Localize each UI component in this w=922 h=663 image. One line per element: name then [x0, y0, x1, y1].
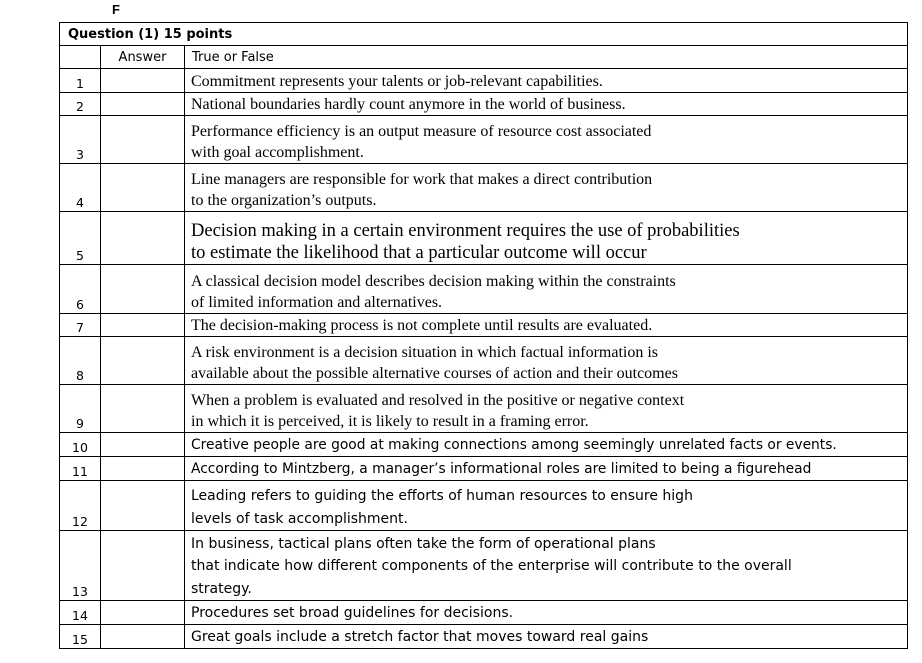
question-number: 6 [60, 265, 101, 314]
answer-cell[interactable] [101, 481, 185, 531]
question-row-5 [60, 212, 908, 265]
question-text: Performance efficiency is an output measure of resource cost associated with goal accomplishment. [185, 116, 908, 164]
answer-cell[interactable] [101, 314, 185, 337]
question-row-15 [60, 625, 908, 649]
question-row-2 [60, 93, 908, 116]
question-number: 7 [60, 314, 101, 337]
question-row-4 [60, 164, 908, 212]
question-number: 14 [60, 601, 101, 625]
answer-cell[interactable] [101, 93, 185, 116]
question-text: When a problem is evaluated and resolved in the positive or negative context in which it is perceived, it is likely to result in a framing error. [185, 385, 908, 433]
question-row-1 [60, 69, 908, 93]
question-number: 15 [60, 625, 101, 649]
question-number: 9 [60, 385, 101, 433]
question-text: Great goals include a stretch factor that moves toward real gains [185, 625, 908, 649]
answer-cell[interactable] [101, 625, 185, 649]
question-number: 5 [60, 212, 101, 265]
question-row-13 [60, 531, 908, 601]
number-header [60, 46, 101, 69]
answer-cell[interactable] [101, 69, 185, 93]
question-row-3 [60, 116, 908, 164]
question-number: 4 [60, 164, 101, 212]
question-row-7 [60, 314, 908, 337]
question-text: Line managers are responsible for work that makes a direct contribution to the organization’s outputs. [185, 164, 908, 212]
question-row-11 [60, 457, 908, 481]
question-number: 13 [60, 531, 101, 601]
answer-cell[interactable] [101, 116, 185, 164]
question-number: 3 [60, 116, 101, 164]
statement-header: True or False [185, 46, 908, 69]
question-number: 8 [60, 337, 101, 385]
question-row-8 [60, 337, 908, 385]
question-text: According to Mintzberg, a manager’s informational roles are limited to being a figurehead [185, 457, 908, 481]
question-row-10 [60, 433, 908, 457]
question-text: A risk environment is a decision situation in which factual information is available about the possible alternative courses of action and their outcomes [185, 337, 908, 385]
question-text: Decision making in a certain environment requires the use of probabilities to estimate the likelihood that a particular outcome will occur [185, 212, 908, 265]
question-title: Question (1) 15 points [60, 23, 908, 46]
question-text: The decision-making process is not complete until results are evaluated. [185, 314, 908, 337]
question-row-12 [60, 481, 908, 531]
answer-cell[interactable] [101, 212, 185, 265]
question-row-6 [60, 265, 908, 314]
answer-cell[interactable] [101, 601, 185, 625]
question-number: 2 [60, 93, 101, 116]
question-row-9 [60, 385, 908, 433]
answer-cell[interactable] [101, 337, 185, 385]
answer-header: Answer [101, 46, 185, 69]
question-text: National boundaries hardly count anymore in the world of business. [185, 93, 908, 116]
answer-cell[interactable] [101, 265, 185, 314]
question-text: Creative people are good at making connections among seemingly unrelated facts or events. [185, 433, 908, 457]
question-text: Commitment represents your talents or job-relevant capabilities. [185, 69, 908, 93]
question-text: Leading refers to guiding the efforts of human resources to ensure high levels of task accomplishment. [185, 481, 908, 531]
question-number: 10 [60, 433, 101, 457]
question-text: Procedures set broad guidelines for decisions. [185, 601, 908, 625]
answer-cell[interactable] [101, 164, 185, 212]
question-number: 12 [60, 481, 101, 531]
answer-cell[interactable] [101, 457, 185, 481]
answer-cell[interactable] [101, 385, 185, 433]
question-number: 1 [60, 69, 101, 93]
answer-cell[interactable] [101, 433, 185, 457]
question-row-14 [60, 601, 908, 625]
true-false-table [59, 22, 908, 649]
question-text: A classical decision model describes decision making within the constraints of limited information and alternatives. [185, 265, 908, 314]
form-version-letter: F [112, 2, 120, 17]
question-text: In business, tactical plans often take the form of operational plans that indicate how different components of the enterprise will contribute to the overall strategy. [185, 531, 908, 601]
question-number: 11 [60, 457, 101, 481]
answer-cell[interactable] [101, 531, 185, 601]
